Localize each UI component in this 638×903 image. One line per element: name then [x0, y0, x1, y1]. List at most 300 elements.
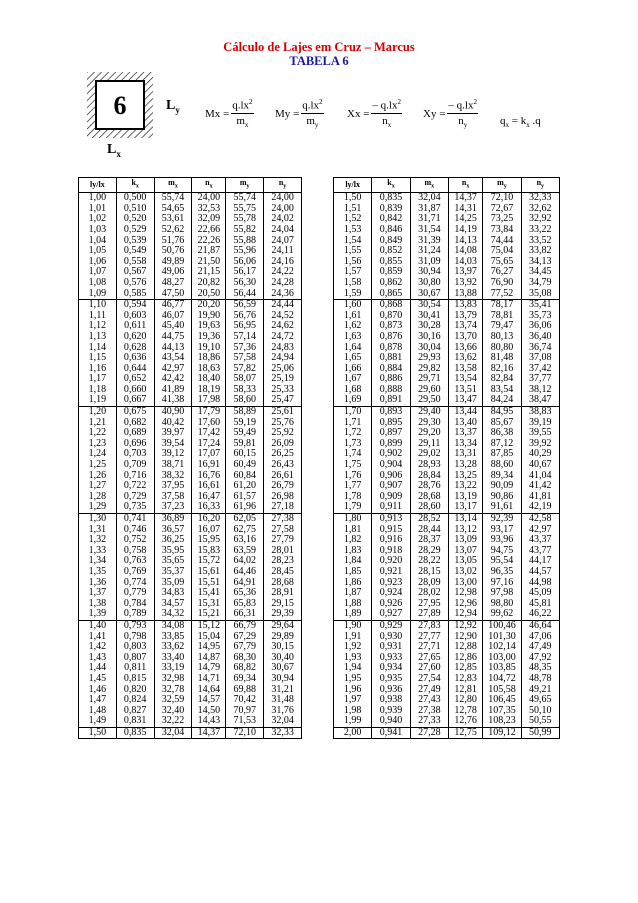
- table-cell: 70,97: [226, 706, 264, 717]
- table-cell: 62,75: [226, 525, 264, 536]
- table-cell: 1,10: [79, 300, 117, 311]
- table-cell: 50,10: [521, 706, 559, 717]
- formula-mx: Mx = $\frac{q.lx^2}{m_x}$: [205, 98, 253, 129]
- table-cell: 44,57: [521, 567, 559, 578]
- table-cell: 1,53: [334, 225, 372, 236]
- table-row: [79, 460, 302, 471]
- table-row: [334, 481, 560, 492]
- table-cell: 49,06: [154, 267, 192, 278]
- table-row: [79, 609, 302, 620]
- table-cell: 81,48: [483, 353, 521, 364]
- table-cell: 1,28: [79, 492, 117, 503]
- table-cell: 1,81: [334, 525, 372, 536]
- table-cell: 28,01: [264, 546, 302, 557]
- table-row: [79, 225, 302, 236]
- table-cell: 17,42: [192, 428, 226, 439]
- table-cell: 104,72: [483, 674, 521, 685]
- table-row: [334, 364, 560, 375]
- table-cell: 0,926: [372, 599, 410, 610]
- table-cell: 0,913: [372, 514, 410, 525]
- table-cell: 28,44: [410, 525, 448, 536]
- table-cell: 0,652: [116, 374, 154, 385]
- table-cell: 86,38: [483, 428, 521, 439]
- table-cell: 27,65: [410, 653, 448, 664]
- table-cell: 20,82: [192, 278, 226, 289]
- coefficient-table-right: [333, 177, 560, 739]
- table-header-row: [334, 178, 560, 193]
- table-cell: 0,852: [372, 246, 410, 257]
- table-cell: 27,77: [410, 632, 448, 643]
- table-cell: 12,86: [448, 653, 482, 664]
- table-cell: 35,95: [154, 546, 192, 557]
- table-cell: 0,746: [116, 525, 154, 536]
- table-row: [79, 663, 302, 674]
- table-cell: 35,08: [521, 289, 559, 300]
- table-cell: 1,27: [79, 481, 117, 492]
- table-cell: 22,26: [192, 236, 226, 247]
- table-cell: 30,80: [410, 278, 448, 289]
- table-row: [334, 492, 560, 503]
- table-cell: 13,47: [448, 395, 482, 406]
- table-cell: 1,69: [334, 395, 372, 406]
- table-cell: 1,50: [79, 727, 117, 739]
- table-cell: 13,79: [448, 311, 482, 322]
- table-cell: 14,57: [192, 695, 226, 706]
- table-cell: 18,86: [192, 353, 226, 364]
- table-cell: 15,31: [192, 599, 226, 610]
- table-cell: 1,39: [79, 609, 117, 620]
- table-cell: 29,93: [410, 353, 448, 364]
- table-cell: 0,870: [372, 311, 410, 322]
- table-row: [79, 695, 302, 706]
- table-cell: 78,81: [483, 311, 521, 322]
- table-cell: 1,72: [334, 428, 372, 439]
- table-row: [334, 246, 560, 257]
- table-cell: 50,55: [521, 716, 559, 727]
- table-cell: 89,34: [483, 471, 521, 482]
- table-cell: 14,13: [448, 236, 482, 247]
- table-cell: 1,61: [334, 311, 372, 322]
- table-cell: 41,38: [154, 395, 192, 406]
- table-cell: 17,07: [192, 449, 226, 460]
- table-cell: 1,98: [334, 706, 372, 717]
- table-cell: 1,86: [334, 578, 372, 589]
- table-cell: 30,28: [410, 321, 448, 332]
- table-cell: 1,26: [79, 471, 117, 482]
- table-cell: 12,94: [448, 609, 482, 620]
- table-cell: 32,59: [154, 695, 192, 706]
- table-cell: 0,891: [372, 395, 410, 406]
- table-cell: 32,04: [264, 716, 302, 727]
- table-cell: 95,54: [483, 556, 521, 567]
- table-cell: 0,924: [372, 588, 410, 599]
- table-cell: 1,63: [334, 332, 372, 343]
- table-cell: 35,41: [521, 300, 559, 311]
- table-cell: 26,43: [264, 460, 302, 471]
- table-cell: 44,75: [154, 332, 192, 343]
- table-cell: 29,39: [264, 609, 302, 620]
- table-cell: 1,85: [334, 567, 372, 578]
- table-cell: 13,28: [448, 460, 482, 471]
- table-cell: 24,94: [264, 353, 302, 364]
- table-cell: 44,17: [521, 556, 559, 567]
- table-cell: 17,24: [192, 439, 226, 450]
- table-row: [334, 471, 560, 482]
- table-cell: 1,70: [334, 407, 372, 418]
- table-row: [334, 567, 560, 578]
- table-cell: 44,13: [154, 343, 192, 354]
- table-row: [79, 674, 302, 685]
- table-cell: 13,22: [448, 481, 482, 492]
- table-cell: 36,40: [521, 332, 559, 343]
- table-row: [79, 525, 302, 536]
- table-cell: 12,85: [448, 663, 482, 674]
- table-cell: 1,33: [79, 546, 117, 557]
- table-row: [79, 214, 302, 225]
- table-cell: 43,54: [154, 353, 192, 364]
- table-cell: 12,83: [448, 674, 482, 685]
- table-cell: 20,20: [192, 300, 226, 311]
- table-cell: 45,09: [521, 588, 559, 599]
- table-cell: 65,36: [226, 588, 264, 599]
- table-cell: 1,82: [334, 535, 372, 546]
- table-row: [79, 546, 302, 557]
- table-cell: 27,79: [264, 535, 302, 546]
- table-cell: 103,00: [483, 653, 521, 664]
- table-cell: 31,21: [264, 685, 302, 696]
- table-cell: 27,18: [264, 502, 302, 513]
- table-cell: 15,21: [192, 609, 226, 620]
- table-row: [334, 716, 560, 727]
- table-cell: 49,21: [521, 685, 559, 696]
- table-cell: 0,824: [116, 695, 154, 706]
- table-cell: 1,16: [79, 364, 117, 375]
- table-cell: 47,92: [521, 653, 559, 664]
- table-row: [79, 278, 302, 289]
- table-cell: 30,94: [410, 267, 448, 278]
- table-row: [334, 193, 560, 204]
- table-cell: 0,716: [116, 471, 154, 482]
- table-cell: 60,15: [226, 449, 264, 460]
- formula-xy: Xy = $\frac{- q.lx^2}{n_y}$: [423, 98, 477, 129]
- table-cell: 31,09: [410, 257, 448, 268]
- table-cell: 58,07: [226, 374, 264, 385]
- table-cell: 35,37: [154, 567, 192, 578]
- table-cell: 27,33: [410, 716, 448, 727]
- table-cell: 27,71: [410, 642, 448, 653]
- table-cell: 47,50: [154, 289, 192, 300]
- table-cell: 28,93: [410, 460, 448, 471]
- table-row: [334, 642, 560, 653]
- table-cell: 16,91: [192, 460, 226, 471]
- table-cell: 52,62: [154, 225, 192, 236]
- column-header: ly/lx: [334, 178, 372, 193]
- table-cell: 0,774: [116, 578, 154, 589]
- table-cell: 1,51: [334, 204, 372, 215]
- table-cell: 58,33: [226, 385, 264, 396]
- table-cell: 37,08: [521, 353, 559, 364]
- table-row: [79, 685, 302, 696]
- table-cell: 69,88: [226, 685, 264, 696]
- table-cell: 79,47: [483, 321, 521, 332]
- table-row: [79, 204, 302, 215]
- table-cell: 0,881: [372, 353, 410, 364]
- table-cell: 1,17: [79, 374, 117, 385]
- table-cell: 37,42: [521, 364, 559, 375]
- table-cell: 1,75: [334, 460, 372, 471]
- table-cell: 13,05: [448, 556, 482, 567]
- table-row: [334, 343, 560, 354]
- table-cell: 55,96: [226, 246, 264, 257]
- table-cell: 72,10: [483, 193, 521, 204]
- table-cell: 13,31: [448, 449, 482, 460]
- column-header: ly/lx: [79, 178, 117, 193]
- formula-qx: $q_x = k_x$ .q: [500, 115, 541, 130]
- table-cell: 82,16: [483, 364, 521, 375]
- table-cell: 1,24: [79, 449, 117, 460]
- table-cell: 1,05: [79, 246, 117, 257]
- table-cell: 30,04: [410, 343, 448, 354]
- table-row: [334, 546, 560, 557]
- table-row: [79, 535, 302, 546]
- table-cell: 16,07: [192, 525, 226, 536]
- table-row: [334, 418, 560, 429]
- table-cell: 59,81: [226, 439, 264, 450]
- table-row: [79, 353, 302, 364]
- table-cell: 1,21: [79, 418, 117, 429]
- table-cell: 1,32: [79, 535, 117, 546]
- table-cell: 66,79: [226, 620, 264, 631]
- table-cell: 0,842: [372, 214, 410, 225]
- table-cell: 1,09: [79, 289, 117, 300]
- table-cell: 91,61: [483, 502, 521, 513]
- table-cell: 56,59: [226, 300, 264, 311]
- table-cell: 0,938: [372, 695, 410, 706]
- slab-case-number: 6: [113, 91, 127, 120]
- table-cell: 29,11: [410, 439, 448, 450]
- table-cell: 88,60: [483, 460, 521, 471]
- table-cell: 13,58: [448, 364, 482, 375]
- table-row: [334, 706, 560, 717]
- table-cell: 13,12: [448, 525, 482, 536]
- table-cell: 24,62: [264, 321, 302, 332]
- table-cell: 0,873: [372, 321, 410, 332]
- table-cell: 84,24: [483, 395, 521, 406]
- table-cell: 1,96: [334, 685, 372, 696]
- table-cell: 31,54: [410, 225, 448, 236]
- table-cell: 13,17: [448, 502, 482, 513]
- ly-label: $L_y$: [166, 98, 180, 115]
- table-cell: 0,855: [372, 257, 410, 268]
- table-cell: 0,667: [116, 395, 154, 406]
- table-cell: 0,644: [116, 364, 154, 375]
- table-cell: 37,95: [154, 481, 192, 492]
- table-cell: 1,64: [334, 343, 372, 354]
- table-row: [334, 267, 560, 278]
- table-cell: 62,05: [226, 514, 264, 525]
- table-cell: 21,15: [192, 267, 226, 278]
- table-cell: 85,67: [483, 418, 521, 429]
- table-cell: 87,85: [483, 449, 521, 460]
- table-cell: 27,95: [410, 599, 448, 610]
- table-cell: 1,80: [334, 514, 372, 525]
- column-header: $m_x$: [410, 178, 448, 193]
- table-row: [334, 599, 560, 610]
- table-cell: 1,60: [334, 300, 372, 311]
- table-cell: 0,769: [116, 567, 154, 578]
- table-cell: 0,939: [372, 706, 410, 717]
- table-cell: 1,44: [79, 663, 117, 674]
- table-cell: 31,87: [410, 204, 448, 215]
- table-cell: 41,04: [521, 471, 559, 482]
- table-cell: 63,59: [226, 546, 264, 557]
- table-cell: 25,47: [264, 395, 302, 406]
- table-cell: 1,46: [79, 685, 117, 696]
- table-cell: 13,62: [448, 353, 482, 364]
- table-cell: 14,64: [192, 685, 226, 696]
- table-cell: 72,67: [483, 204, 521, 215]
- table-cell: 30,54: [410, 300, 448, 311]
- table-cell: 61,20: [226, 481, 264, 492]
- table-cell: 1,91: [334, 632, 372, 643]
- table-cell: 14,87: [192, 653, 226, 664]
- table-cell: 1,18: [79, 385, 117, 396]
- table-cell: 25,76: [264, 418, 302, 429]
- table-cell: 37,77: [521, 374, 559, 385]
- table-row: [79, 300, 302, 311]
- table-cell: 0,558: [116, 257, 154, 268]
- table-cell: 0,696: [116, 439, 154, 450]
- table-row: [334, 439, 560, 450]
- table-cell: 44,98: [521, 578, 559, 589]
- table-cell: 93,96: [483, 535, 521, 546]
- table-row: [334, 289, 560, 300]
- table-row: [334, 374, 560, 385]
- table-cell: 12,75: [448, 727, 482, 739]
- table-cell: 1,66: [334, 364, 372, 375]
- table-cell: 1,37: [79, 588, 117, 599]
- table-row: [334, 449, 560, 460]
- table-cell: 0,807: [116, 653, 154, 664]
- table-row: [79, 502, 302, 513]
- table-cell: 16,47: [192, 492, 226, 503]
- table-cell: 50,99: [521, 727, 559, 739]
- table-cell: 14,79: [192, 663, 226, 674]
- table-cell: 49,65: [521, 695, 559, 706]
- table-cell: 41,81: [521, 492, 559, 503]
- table-cell: 36,89: [154, 514, 192, 525]
- table-cell: 77,52: [483, 289, 521, 300]
- table-cell: 0,611: [116, 321, 154, 332]
- table-cell: 13,51: [448, 385, 482, 396]
- table-row: [79, 706, 302, 717]
- table-cell: 39,92: [521, 439, 559, 450]
- table-cell: 1,04: [79, 236, 117, 247]
- table-cell: 97,16: [483, 578, 521, 589]
- page-title: Cálculo de Lajes em Cruz – Marcus: [223, 40, 415, 54]
- table-cell: 26,61: [264, 471, 302, 482]
- table-cell: 13,88: [448, 289, 482, 300]
- table-cell: 1,89: [334, 609, 372, 620]
- table-cell: 39,55: [521, 428, 559, 439]
- table-cell: 57,36: [226, 343, 264, 354]
- table-cell: 0,576: [116, 278, 154, 289]
- table-cell: 30,67: [264, 663, 302, 674]
- table-cell: 27,54: [410, 674, 448, 685]
- table-cell: 19,36: [192, 332, 226, 343]
- table-cell: 99,62: [483, 609, 521, 620]
- table-cell: 57,14: [226, 332, 264, 343]
- table-cell: 0,709: [116, 460, 154, 471]
- table-subtitle: TABELA 6: [289, 54, 349, 68]
- table-cell: 40,67: [521, 460, 559, 471]
- table-cell: 0,779: [116, 588, 154, 599]
- table-cell: 14,08: [448, 246, 482, 257]
- table-row: [334, 278, 560, 289]
- table-cell: 33,62: [154, 642, 192, 653]
- table-cell: 27,83: [410, 620, 448, 631]
- table-cell: 73,84: [483, 225, 521, 236]
- table-cell: 72,10: [226, 727, 264, 739]
- table-cell: 1,49: [79, 716, 117, 727]
- table-cell: 14,37: [448, 193, 482, 204]
- table-cell: 0,675: [116, 407, 154, 418]
- table-cell: 0,930: [372, 632, 410, 643]
- table-row: [79, 332, 302, 343]
- table-cell: 20,50: [192, 289, 226, 300]
- table-cell: 0,835: [372, 193, 410, 204]
- table-cell: 97,98: [483, 588, 521, 599]
- table-cell: 12,90: [448, 632, 482, 643]
- table-cell: 12,78: [448, 706, 482, 717]
- table-cell: 98,80: [483, 599, 521, 610]
- table-row: [79, 716, 302, 727]
- table-cell: 1,50: [334, 193, 372, 204]
- table-cell: 1,93: [334, 653, 372, 664]
- table-cell: 17,79: [192, 407, 226, 418]
- table-cell: 1,13: [79, 332, 117, 343]
- table-row: [79, 289, 302, 300]
- table-cell: 25,61: [264, 407, 302, 418]
- table-cell: 0,594: [116, 300, 154, 311]
- table-cell: 0,865: [372, 289, 410, 300]
- table-cell: 63,16: [226, 535, 264, 546]
- table-cell: 0,878: [372, 343, 410, 354]
- table-row: [334, 395, 560, 406]
- table-cell: 35,09: [154, 578, 192, 589]
- table-row: [79, 236, 302, 247]
- table-cell: 0,827: [116, 706, 154, 717]
- table-row: [79, 642, 302, 653]
- column-header: $m_x$: [154, 178, 192, 193]
- table-row: [334, 514, 560, 525]
- table-cell: 1,58: [334, 278, 372, 289]
- table-cell: 35,65: [154, 556, 192, 567]
- table-cell: 83,54: [483, 385, 521, 396]
- table-cell: 1,59: [334, 289, 372, 300]
- table-row: [334, 588, 560, 599]
- table-row: [79, 246, 302, 257]
- table-cell: 0,567: [116, 267, 154, 278]
- table-cell: 0,703: [116, 449, 154, 460]
- table-cell: 0,931: [372, 642, 410, 653]
- table-cell: 0,868: [372, 300, 410, 311]
- table-cell: 1,02: [79, 214, 117, 225]
- table-cell: 55,82: [226, 225, 264, 236]
- table-cell: 73,25: [483, 214, 521, 225]
- table-cell: 15,95: [192, 535, 226, 546]
- table-cell: 0,729: [116, 492, 154, 503]
